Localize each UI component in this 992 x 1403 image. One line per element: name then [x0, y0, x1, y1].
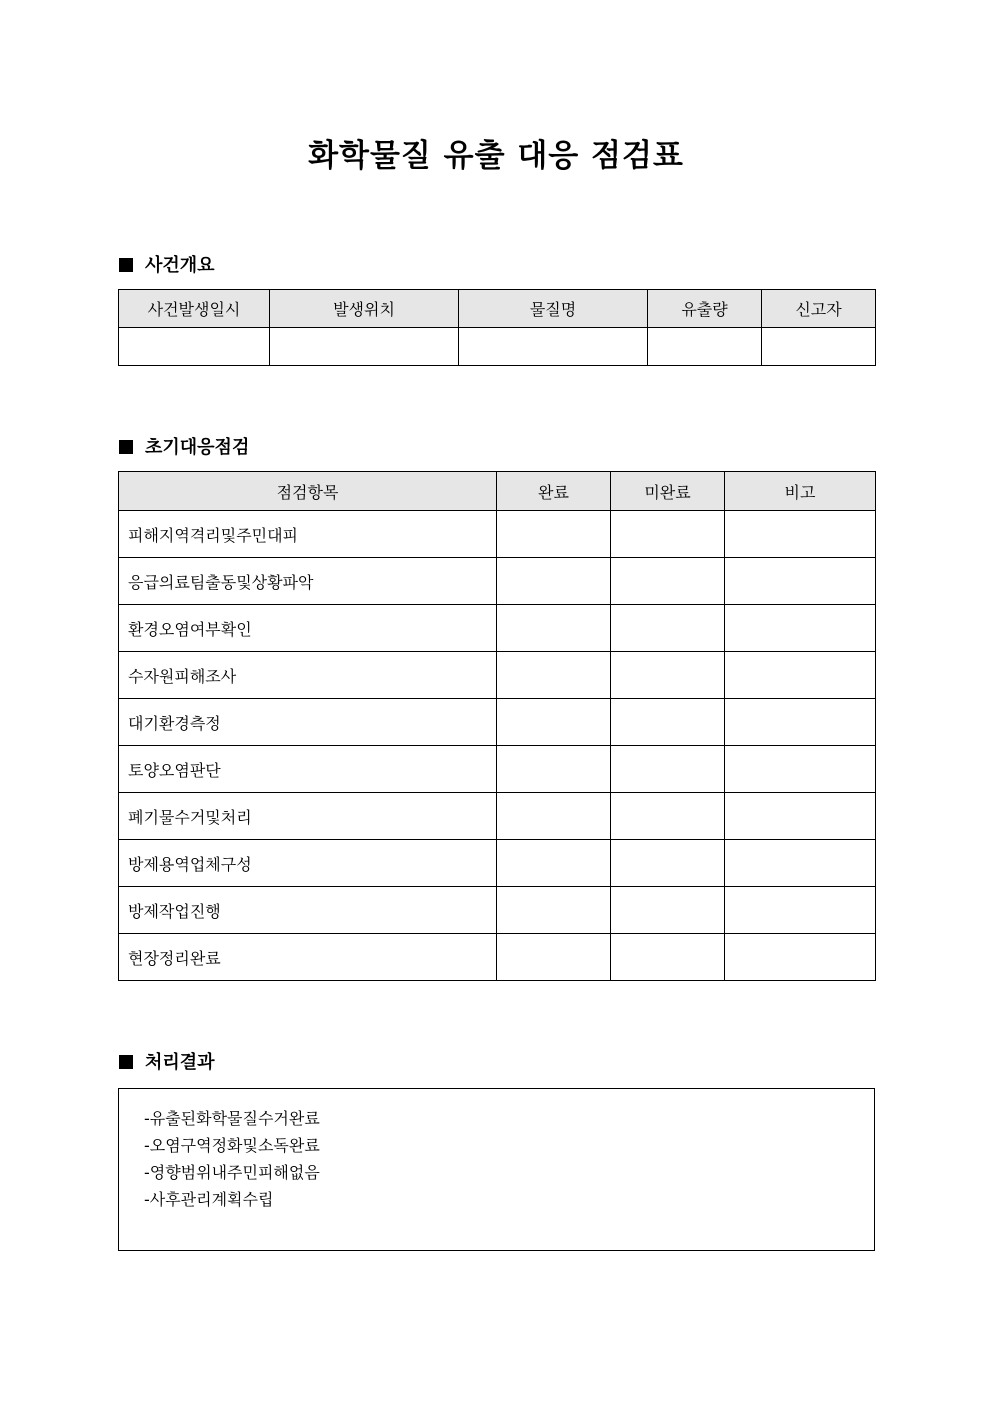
check-item-label: 수자원피해조사: [119, 652, 497, 699]
done-cell[interactable]: [497, 605, 611, 652]
table-row: [119, 746, 876, 793]
table-row: [119, 558, 876, 605]
not-done-cell[interactable]: [611, 840, 725, 887]
initial-response-heading: [119, 436, 249, 460]
remarks-cell[interactable]: [725, 699, 876, 746]
remarks-cell[interactable]: [725, 558, 876, 605]
done-cell[interactable]: [497, 793, 611, 840]
incident-summary-heading: [119, 254, 215, 278]
done-cell[interactable]: [497, 511, 611, 558]
table-row: [119, 511, 876, 558]
column-header: 점검항목: [119, 472, 497, 511]
page-title: 화학물질 유출 대응 점검표: [308, 138, 684, 174]
table-row: [119, 840, 876, 887]
not-done-cell[interactable]: [611, 746, 725, 793]
table-row: [119, 934, 876, 981]
done-cell[interactable]: [497, 558, 611, 605]
remarks-cell[interactable]: [725, 887, 876, 934]
result-heading: [119, 1051, 215, 1075]
column-header: 사건발생일시: [119, 290, 270, 328]
not-done-cell[interactable]: [611, 511, 725, 558]
column-header: 유출량: [648, 290, 762, 328]
not-done-cell[interactable]: [611, 793, 725, 840]
column-header: 신고자: [762, 290, 876, 328]
check-item-label: 방제용역업체구성: [119, 840, 497, 887]
not-done-cell[interactable]: [611, 652, 725, 699]
table-row: [119, 887, 876, 934]
check-item-label: 대기환경측정: [119, 699, 497, 746]
check-item-label: 현장정리완료: [119, 934, 497, 981]
done-cell[interactable]: [497, 746, 611, 793]
remarks-cell[interactable]: [725, 652, 876, 699]
result-line: -유출된화학물질수거완료: [144, 1109, 320, 1128]
square-bullet-icon: [119, 440, 133, 454]
leak-amount-cell[interactable]: [648, 328, 762, 366]
incident-summary-table: [118, 289, 876, 366]
not-done-cell[interactable]: [611, 699, 725, 746]
remarks-cell[interactable]: [725, 511, 876, 558]
result-line: -오염구역정화및소독완료: [144, 1136, 320, 1155]
remarks-cell[interactable]: [725, 746, 876, 793]
initial-response-heading-text: 초기대응점검: [145, 437, 250, 458]
column-header: 비고: [725, 472, 876, 511]
done-cell[interactable]: [497, 934, 611, 981]
initial-response-table: [118, 471, 876, 981]
done-cell[interactable]: [497, 840, 611, 887]
square-bullet-icon: [119, 258, 133, 272]
table-header-row: [119, 472, 876, 511]
done-cell[interactable]: [497, 887, 611, 934]
reporter-cell[interactable]: [762, 328, 876, 366]
incident-location-cell[interactable]: [270, 328, 459, 366]
done-cell[interactable]: [497, 652, 611, 699]
not-done-cell[interactable]: [611, 605, 725, 652]
incident-datetime-cell[interactable]: [119, 328, 270, 366]
table-row: [119, 328, 876, 366]
table-row: [119, 605, 876, 652]
check-item-label: 폐기물수거및처리: [119, 793, 497, 840]
check-item-label: 토양오염판단: [119, 746, 497, 793]
result-line: -사후관리계획수립: [144, 1190, 274, 1209]
not-done-cell[interactable]: [611, 887, 725, 934]
table-row: [119, 793, 876, 840]
column-header: 발생위치: [270, 290, 459, 328]
remarks-cell[interactable]: [725, 605, 876, 652]
done-cell[interactable]: [497, 699, 611, 746]
table-row: [119, 699, 876, 746]
check-item-label: 환경오염여부확인: [119, 605, 497, 652]
not-done-cell[interactable]: [611, 934, 725, 981]
table-header-row: [119, 290, 876, 328]
substance-name-cell[interactable]: [459, 328, 648, 366]
column-header: 미완료: [611, 472, 725, 511]
check-item-label: 방제작업진행: [119, 887, 497, 934]
not-done-cell[interactable]: [611, 558, 725, 605]
square-bullet-icon: [119, 1055, 133, 1069]
column-header: 물질명: [459, 290, 648, 328]
check-item-label: 피해지역격리및주민대피: [119, 511, 497, 558]
table-row: [119, 652, 876, 699]
remarks-cell[interactable]: [725, 934, 876, 981]
result-heading-text: 처리결과: [145, 1052, 215, 1073]
result-box: [118, 1088, 875, 1251]
result-line: -영향범위내주민피해없음: [144, 1163, 320, 1182]
remarks-cell[interactable]: [725, 793, 876, 840]
column-header: 완료: [497, 472, 611, 511]
incident-summary-heading-text: 사건개요: [145, 255, 215, 276]
check-item-label: 응급의료팀출동및상황파악: [119, 558, 497, 605]
remarks-cell[interactable]: [725, 840, 876, 887]
